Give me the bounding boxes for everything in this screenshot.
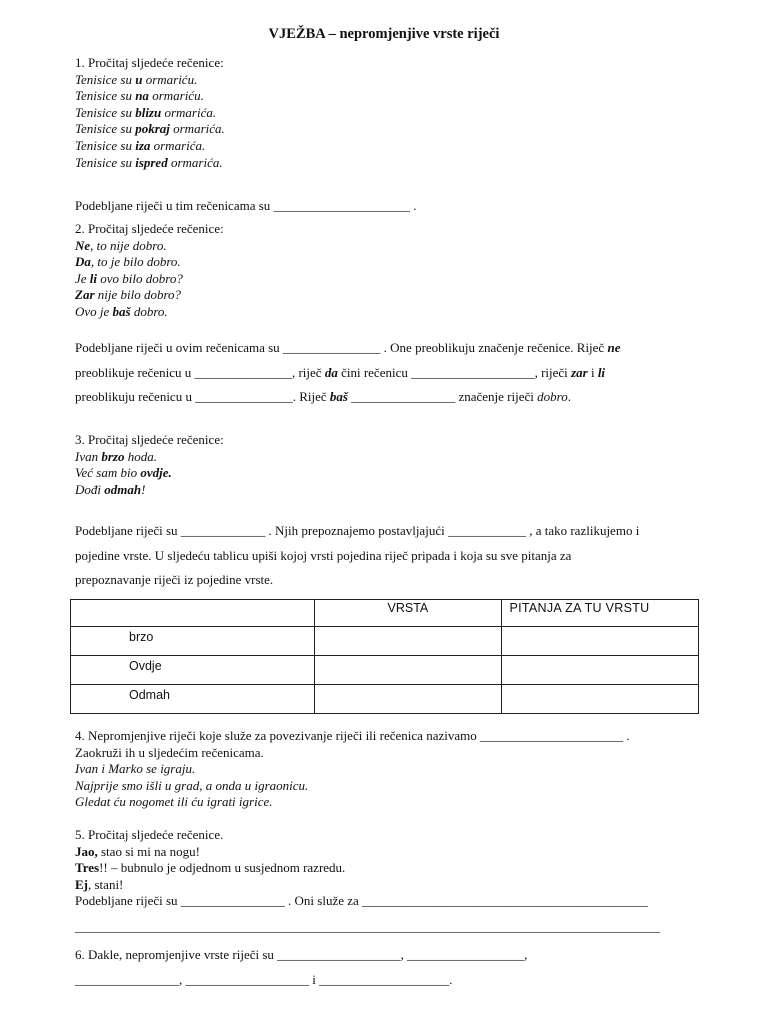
task4-section (75, 728, 715, 811)
task1-question: Podebljane riječi u tim rečenicama su _____________________ . (75, 198, 417, 213)
task3-question-line: pojedine vrste. U sljedeću tablicu upiši kojoj vrsti pojedina riječ pripada i koja su sve pitanja za (75, 547, 572, 563)
task4-sentence: Gledat ću nogomet ili ću igrati igrice. (75, 794, 273, 810)
table-row-label: Odmah (71, 685, 315, 714)
task3-question-line: prepoznavanje riječi iz pojedine vrste. (75, 572, 274, 587)
task1-sentence: Tenisice su pokraj ormarića. (75, 121, 225, 137)
task5-question: Podebljane riječi su ________________ . Oni služe za ____________________________________________ (75, 893, 649, 909)
task2-heading: 2. Pročitaj sljedeće rečenice: (75, 221, 224, 236)
task2-section (75, 221, 715, 321)
task1-sentence: Tenisice su blizu ormarića. (75, 104, 217, 120)
task3-heading: 3. Pročitaj sljedeće rečenice: (75, 432, 224, 447)
table-header-row (71, 600, 699, 627)
task4-sentence: Ivan i Marko se igraju. (75, 761, 196, 777)
task2-sentence: Zar nije bilo dobro? (75, 287, 182, 303)
table-row (71, 627, 699, 656)
task6-section (75, 943, 715, 992)
task2-sentence: Ovo je baš dobro. (75, 303, 168, 319)
table-header-cell: PITANJA ZA TU VRSTU (501, 600, 699, 627)
table-cell-input[interactable] (501, 685, 699, 714)
task5-section (75, 827, 715, 910)
task1-sentence: Tenisice su ispred ormarića. (75, 154, 223, 170)
table-cell-input[interactable] (501, 656, 699, 685)
table-cell-input[interactable] (501, 627, 699, 656)
task1-sentence: Tenisice su iza ormarića. (75, 137, 206, 153)
task4-sentence: Najprije smo išli u grad, a onda u igraonicu. (75, 777, 309, 793)
task2-sentence: Ne, to nije dobro. (75, 237, 167, 253)
task5-sentence: Ej, stani! (75, 876, 124, 892)
table-row-label: brzo (71, 627, 315, 656)
task3-section (75, 432, 715, 498)
page-title: VJEŽBA – nepromjenjive vrste riječi (268, 26, 500, 42)
task3-sentence: Ivan brzo hoda. (75, 448, 157, 464)
table-cell-input[interactable] (315, 627, 501, 656)
task1-sentence: Tenisice su u ormariću. (75, 71, 198, 87)
task4-line: Zaokruži ih u sljedećim rečenicama. (75, 744, 264, 760)
task1-sentence: Tenisice su na ormariću. (75, 88, 204, 104)
task6-line: ________________, ___________________ i ____________________. (75, 971, 453, 987)
task2-sentence: Je li ovo bilo dobro? (75, 270, 183, 286)
task2-question-line: preoblikuju rečenicu u _______________. Riječ baš ________________ značenje riječi dobro. (75, 389, 571, 404)
task3-questions (75, 519, 715, 593)
task1-heading: 1. Pročitaj sljedeće rečenice: (75, 55, 224, 70)
table-cell-input[interactable] (315, 685, 501, 714)
task5-answer-line: __________________________________________________________________________________________ (75, 919, 660, 934)
task2-question-line: preoblikuje rečenicu u _______________, riječ da čini rečenicu ___________________, riječi zar i li (75, 364, 606, 380)
task6-line: 6. Dakle, nepromjenjive vrste riječi su ___________________, __________________, (75, 947, 528, 962)
word-type-table (70, 599, 699, 714)
task3-question-line: Podebljane riječi su _____________ . Njih prepoznajemo postavljajući ____________ , a tako razlikujemo i (75, 523, 640, 538)
table-cell-input[interactable] (315, 656, 501, 685)
task5-heading: 5. Pročitaj sljedeće rečenice. (75, 827, 224, 842)
task5-sentence: Tres!! – bubnulo je odjednom u susjednom razredu. (75, 860, 346, 876)
task3-sentence: Već sam bio ovdje. (75, 465, 172, 481)
table-header-cell (71, 600, 315, 627)
task3-sentence: Dođi odmah! (75, 481, 146, 497)
task2-sentence: Da, to je bilo dobro. (75, 254, 181, 270)
task5-sentence: Jao, stao si mi na nogu! (75, 843, 200, 859)
table-header-cell: VRSTA (315, 600, 501, 627)
table-row (71, 656, 699, 685)
table-row (71, 685, 699, 714)
task2-question-line: Podebljane riječi u ovim rečenicama su _______________ . One preoblikuju značenje rečenice. Riječ ne (75, 340, 621, 355)
task4-line: 4. Nepromjenjive riječi koje služe za povezivanje riječi ili rečenica nazivamo ______________________ . (75, 728, 630, 743)
task1-section (75, 55, 715, 171)
task2-questions (75, 336, 715, 410)
table-row-label: Ovdje (71, 656, 315, 685)
